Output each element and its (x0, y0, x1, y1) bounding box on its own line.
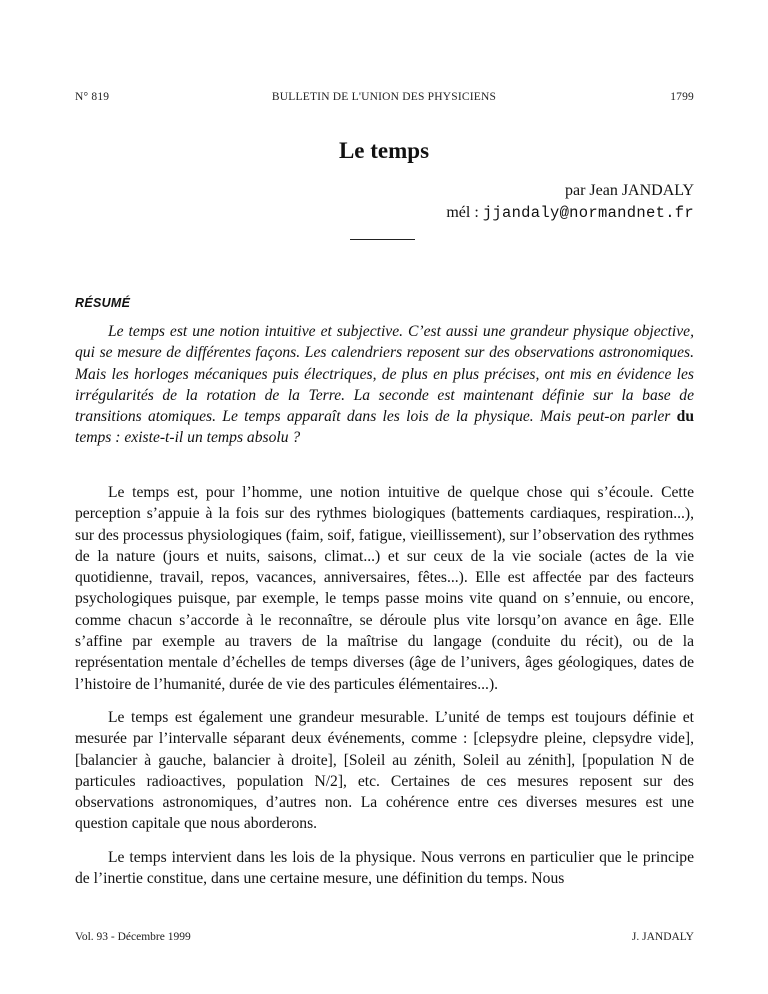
email-label: mél : (446, 204, 483, 221)
title-divider (350, 239, 415, 240)
footer-author: J. JANDALY (631, 931, 694, 943)
abstract-bold-word: du (676, 408, 694, 426)
footer-volume: Vol. 93 - Décembre 1999 (75, 931, 191, 943)
issue-number: N° 819 (75, 91, 110, 103)
abstract-text (75, 321, 694, 449)
body-paragraph-2: Le temps est également une grandeur mesurable. L’unité de temps est toujours définie et mesurée par l’intervalle séparant deux événements, comme : [clepsydre pleine, clepsydre vide], [balancier à gauche, balancier à droite], [Soleil au zénith, Soleil au zénith], [population N de particules radioactives, population N/2], etc. Certaines de ces mesures reposent sur des observations astronomiques, d’autres non. La cohérence entre ces diverses mesures est une question capitale que nous aborderons. (75, 709, 694, 833)
journal-name: BULLETIN DE L'UNION DES PHYSICIENS (271, 91, 497, 103)
author-email[interactable]: jjandaly@normandnet.fr (482, 204, 694, 222)
author-byline: par Jean JANDALY (564, 182, 694, 199)
author-email-line (446, 204, 694, 222)
page-number: 1799 (670, 91, 694, 103)
body-paragraph-1: Le temps est, pour l’homme, une notion intuitive de quelque chose qui s’écoule. Cette perception s’appuie à la fois sur des rythmes biologiques (battements cardiaques, respiration...), sur des processus physiologiques (faim, soif, fatigue, vieillissement), sur l’observation des rythmes de la nature (jours et nuits, saisons, climat...) et sur ceux de la vie sociale (actes de la vie quotidienne, travail, repos, vacances, anniversaires, fêtes...). Elle est affectée par des facteurs psychologiques puisque, par exemple, le temps passe moins vite quand on s’ennuie, ou encore, comme chacun s’accorde à le reconnaître, se déroule plus vite lorsqu’on avance en âge. Elle s’affine par exemple au travers de la maîtrise du langage (conduite du récit), ou de la représentation mentale d’échelles de temps diverses (âge de l’univers, âges géologiques, dates de l’histoire de l’humanité, durée de vie des particules élémentaires...). (75, 484, 694, 693)
article-title: Le temps (338, 138, 430, 163)
abstract-text-part-2: temps : existe-t-il un temps absolu ? (75, 429, 301, 447)
body-paragraph-3: Le temps intervient dans les lois de la physique. Nous verrons en particulier que le principe de l’inertie constitue, dans une certaine mesure, une définition du temps. Nous (75, 849, 694, 888)
abstract-text-part-1: Le temps est une notion intuitive et subjective. C’est aussi une grandeur physique objective, qui se mesure de différentes façons. Les calendriers reposent sur des observations astronomiques. Mais les horloges mécaniques puis électriques, de plus en plus précises, ont mis en évidence les irrégularités de la rotation de la Terre. La seconde est maintenant définie sur la base de transitions atomiques. Le temps apparaît dans les lois de la physique. Mais peut-on parler (75, 323, 694, 426)
abstract-heading: RÉSUMÉ (75, 296, 131, 310)
